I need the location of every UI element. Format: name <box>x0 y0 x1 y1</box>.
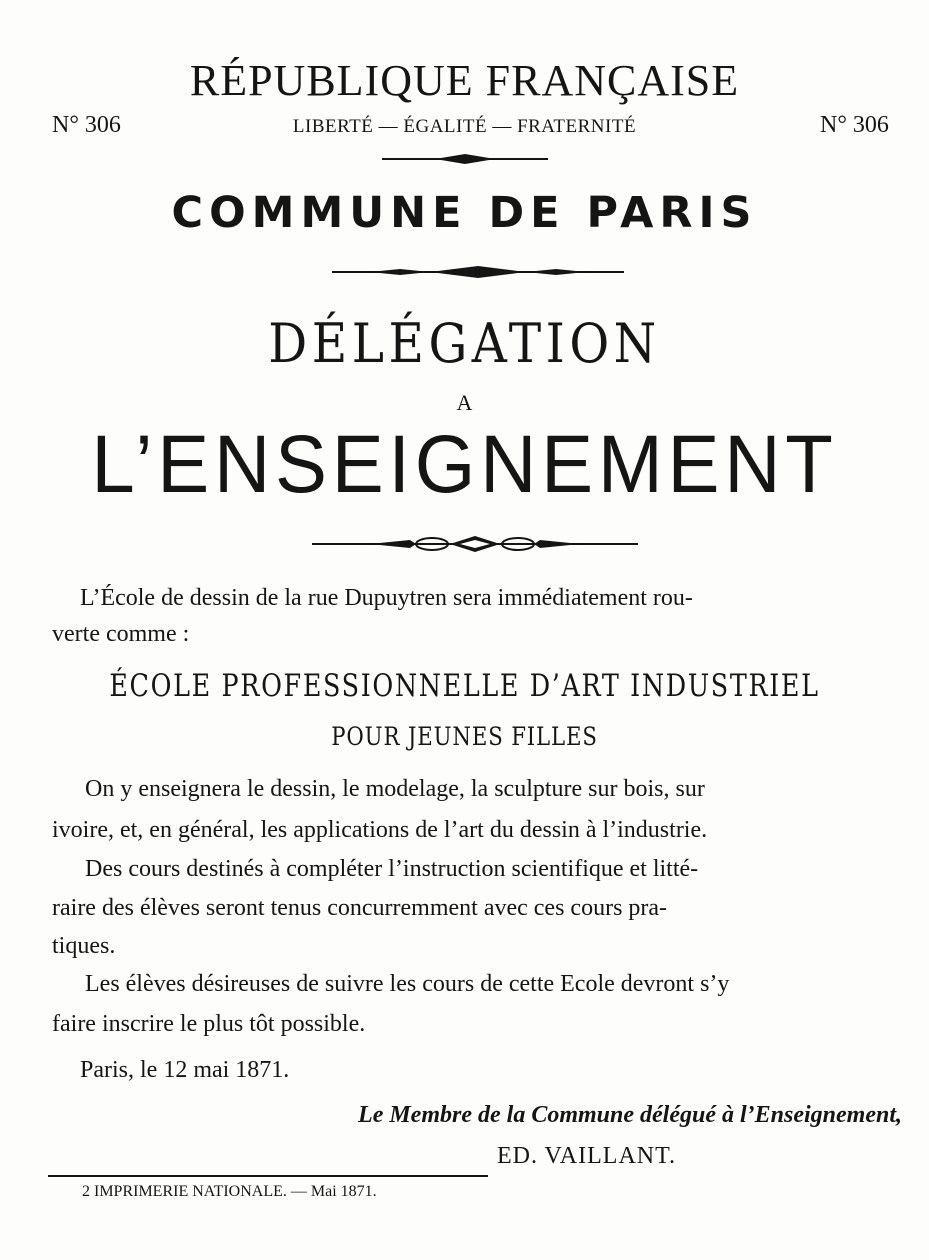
footer-rule <box>48 1175 488 1177</box>
poster-number-right: N° 306 <box>820 112 889 138</box>
school-subtitle: POUR JEUNES FILLES <box>331 722 598 751</box>
intro-line-2: verte comme : <box>52 621 190 647</box>
date-line: Paris, le 12 mai 1871. <box>80 1057 290 1083</box>
title-delegation: DÉLÉGATION <box>268 312 661 375</box>
republic-heading: RÉPUBLIQUE FRANÇAISE <box>189 56 740 105</box>
title-enseignement: L’ENSEIGNEMENT <box>91 419 838 510</box>
intro-line-1: L’École de dessin de la rue Dupuytren sera immédiatement rou- <box>80 585 693 611</box>
signature-role: Le Membre de la Commune délégué à l’Enseignement, <box>358 1102 902 1128</box>
paragraph-4-line-2: faire inscrire le plus tôt possible. <box>52 1011 366 1037</box>
title-a: A <box>456 390 473 415</box>
paragraph-3-line-1: Des cours destinés à compléter l’instruction scientifique et litté- <box>85 856 699 882</box>
paragraph-3-line-2: raire des élèves seront tenus concurremment avec ces cours pra- <box>52 895 668 921</box>
divider-ornament-2 <box>330 264 626 280</box>
paragraph-2-line-2: ivoire, et, en général, les applications de l’art du dessin à l’industrie. <box>52 817 708 843</box>
commune-heading: COMMUNE DE PARIS <box>171 188 758 238</box>
school-name: ÉCOLE PROFESSIONNELLE D’ART INDUSTRIEL <box>109 668 820 704</box>
paragraph-3-line-3: tiques. <box>52 933 116 959</box>
signature-name: ED. VAILLANT. <box>497 1143 676 1169</box>
paragraph-4-line-1: Les élèves désireuses de suivre les cours de cette Ecole devront s’y <box>85 971 730 997</box>
republic-motto: LIBERTÉ — ÉGALITÉ — FRATERNITÉ <box>292 116 637 137</box>
divider-ornament-1 <box>380 152 550 166</box>
scroll-ornament <box>310 533 640 555</box>
printer-footer: 2 IMPRIMERIE NATIONALE. — Mai 1871. <box>82 1183 377 1200</box>
paragraph-2-line-1: On y enseignera le dessin, le modelage, la sculpture sur bois, sur <box>85 776 705 802</box>
poster-number-left: N° 306 <box>52 112 121 138</box>
